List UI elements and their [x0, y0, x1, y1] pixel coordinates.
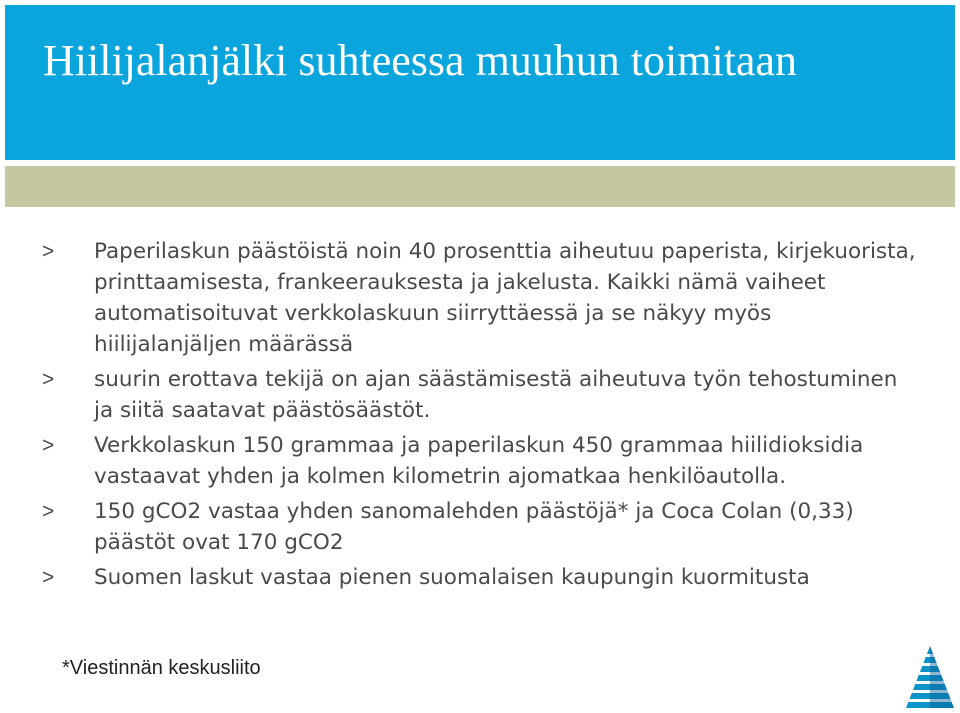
striped-triangle-logo-icon	[904, 644, 956, 710]
bullet-marker: >	[42, 240, 55, 263]
bullet-item	[42, 364, 922, 426]
bullet-item	[42, 236, 922, 360]
bullet-text: Paperilaskun päästöistä noin 40 prosenttia aiheutuu paperista, kirjekuorista, printtaamisesta, frankeerauksesta ja jakelusta. Kaikki nämä vaiheet automatisoituvat verkkolaskuun siirryttäessä ja se näkyy myös hiilijalanjäljen määrässä	[94, 239, 916, 357]
bullet-marker: >	[42, 500, 55, 523]
bullet-list	[42, 236, 922, 597]
bullet-text: Verkkolaskun 150 grammaa ja paperilaskun 450 grammaa hiilidioksidia vastaavat yhden ja kolmen kilometrin ajomatkaa henkilöautolla.	[94, 433, 864, 489]
title-header	[5, 5, 955, 160]
slide-title: Hiilijalanjälki suhteessa muuhun toimitaan	[43, 36, 797, 85]
bullet-text: 150 gCO2 vastaa yhden sanomalehden päästöjä* ja Coca Colan (0,33) päästöt ovat 170 gCO2	[94, 499, 854, 555]
footnote: *Viestinnän keskusliito	[62, 657, 261, 679]
decorative-band	[5, 166, 955, 207]
bullet-item	[42, 430, 922, 492]
bullet-marker: >	[42, 368, 55, 391]
bullet-text: Suomen laskut vastaa pienen suomalaisen kaupungin kuormitusta	[94, 565, 810, 590]
bullet-item	[42, 562, 922, 593]
bullet-item	[42, 496, 922, 558]
bullet-marker: >	[42, 434, 55, 457]
bullet-marker: >	[42, 566, 55, 589]
bullet-text: suurin erottava tekijä on ajan säästämisestä aiheutuva työn tehostuminen ja siitä saatavat päästösäästöt.	[94, 367, 898, 423]
